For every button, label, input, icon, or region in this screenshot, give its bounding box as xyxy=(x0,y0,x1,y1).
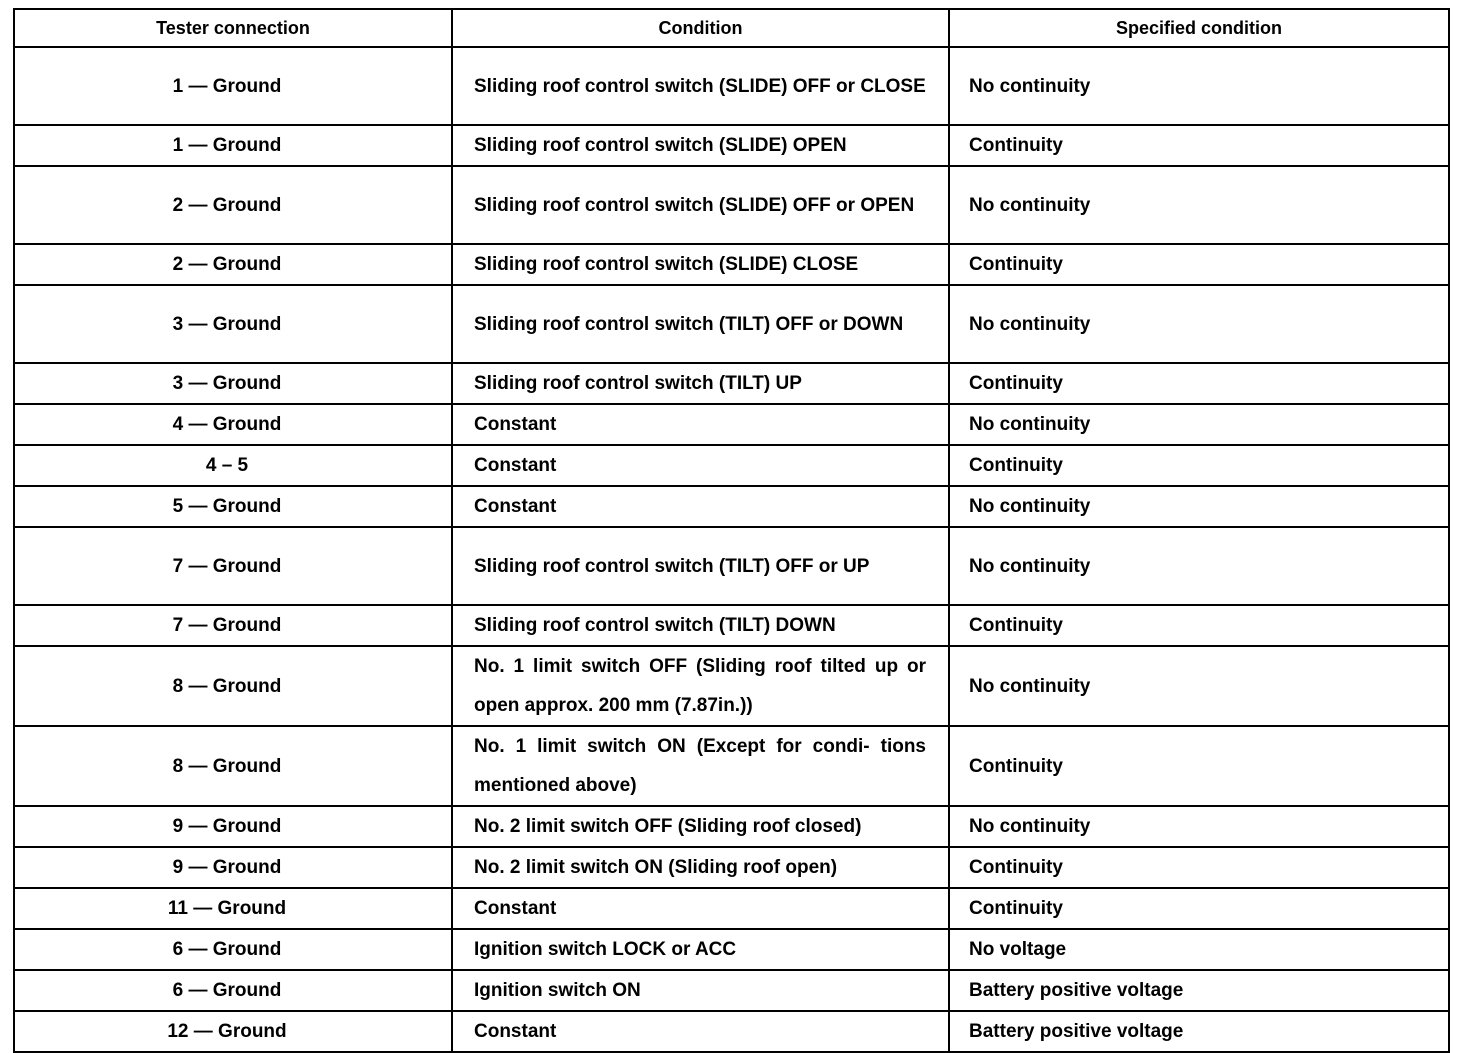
condition-cell: Sliding roof control switch (SLIDE) CLOSE xyxy=(452,244,949,285)
table-row xyxy=(14,486,1449,527)
table-row xyxy=(14,726,1449,806)
condition-cell: Constant xyxy=(452,1011,949,1052)
condition-cell: Constant xyxy=(452,445,949,486)
specified-condition-cell: No continuity xyxy=(949,285,1449,363)
condition-cell: Sliding roof control switch (TILT) OFF or DOWN xyxy=(452,285,949,363)
tester-connection-cell: 2 — Ground xyxy=(14,244,452,285)
specified-condition-cell: No continuity xyxy=(949,166,1449,244)
condition-cell: Sliding roof control switch (SLIDE) OFF or CLOSE xyxy=(452,47,949,125)
tester-connection-cell: 4 – 5 xyxy=(14,445,452,486)
table-row xyxy=(14,806,1449,847)
specified-condition-cell: Continuity xyxy=(949,847,1449,888)
specified-condition-cell: Continuity xyxy=(949,125,1449,166)
condition-cell: Ignition switch ON xyxy=(452,970,949,1011)
condition-cell: Constant xyxy=(452,404,949,445)
specified-condition-cell: No continuity xyxy=(949,527,1449,605)
header-row xyxy=(14,9,1449,47)
table-row xyxy=(14,605,1449,646)
tester-connection-cell: 2 — Ground xyxy=(14,166,452,244)
table-row xyxy=(14,404,1449,445)
tester-connection-cell: 4 — Ground xyxy=(14,404,452,445)
condition-cell: No. 1 limit switch ON (Except for condi- tions mentioned above) xyxy=(452,726,949,806)
specified-condition-cell: Continuity xyxy=(949,888,1449,929)
table-row xyxy=(14,166,1449,244)
condition-cell: Sliding roof control switch (TILT) DOWN xyxy=(452,605,949,646)
table-body xyxy=(14,47,1449,1052)
tester-connection-cell: 9 — Ground xyxy=(14,806,452,847)
table-row xyxy=(14,847,1449,888)
table-row xyxy=(14,970,1449,1011)
specified-condition-cell: Continuity xyxy=(949,363,1449,404)
tester-connection-cell: 8 — Ground xyxy=(14,646,452,726)
specified-condition-cell: No continuity xyxy=(949,47,1449,125)
table-row xyxy=(14,888,1449,929)
tester-connection-cell: 7 — Ground xyxy=(14,527,452,605)
condition-cell: No. 2 limit switch ON (Sliding roof open) xyxy=(452,847,949,888)
condition-cell: Sliding roof control switch (SLIDE) OPEN xyxy=(452,125,949,166)
tester-connection-cell: 11 — Ground xyxy=(14,888,452,929)
condition-cell: Sliding roof control switch (TILT) UP xyxy=(452,363,949,404)
table-row xyxy=(14,363,1449,404)
condition-cell: No. 2 limit switch OFF (Sliding roof closed) xyxy=(452,806,949,847)
table-row xyxy=(14,1011,1449,1052)
table-row xyxy=(14,125,1449,166)
tester-connection-cell: 1 — Ground xyxy=(14,125,452,166)
specification-table xyxy=(13,8,1450,1053)
specified-condition-cell: Continuity xyxy=(949,244,1449,285)
condition-cell: Ignition switch LOCK or ACC xyxy=(452,929,949,970)
tester-connection-cell: 1 — Ground xyxy=(14,47,452,125)
tester-connection-cell: 3 — Ground xyxy=(14,285,452,363)
condition-cell: Sliding roof control switch (SLIDE) OFF or OPEN xyxy=(452,166,949,244)
header-condition: Condition xyxy=(452,9,949,47)
header-tester-connection: Tester connection xyxy=(14,9,452,47)
table-row xyxy=(14,646,1449,726)
table-row xyxy=(14,527,1449,605)
specified-condition-cell: Continuity xyxy=(949,726,1449,806)
specified-condition-cell: No continuity xyxy=(949,806,1449,847)
condition-cell: Sliding roof control switch (TILT) OFF or UP xyxy=(452,527,949,605)
tester-connection-cell: 6 — Ground xyxy=(14,970,452,1011)
table-row xyxy=(14,244,1449,285)
condition-cell: Constant xyxy=(452,888,949,929)
table-row xyxy=(14,445,1449,486)
tester-connection-cell: 8 — Ground xyxy=(14,726,452,806)
tester-connection-cell: 6 — Ground xyxy=(14,929,452,970)
specified-condition-cell: Battery positive voltage xyxy=(949,970,1449,1011)
header-specified-condition: Specified condition xyxy=(949,9,1449,47)
tester-connection-cell: 3 — Ground xyxy=(14,363,452,404)
table-row xyxy=(14,929,1449,970)
tester-connection-cell: 12 — Ground xyxy=(14,1011,452,1052)
specified-condition-cell: Battery positive voltage xyxy=(949,1011,1449,1052)
specified-condition-cell: Continuity xyxy=(949,605,1449,646)
table-header xyxy=(14,9,1449,47)
specified-condition-cell: No continuity xyxy=(949,486,1449,527)
condition-cell: No. 1 limit switch OFF (Sliding roof tilted up or open approx. 200 mm (7.87in.)) xyxy=(452,646,949,726)
tester-connection-cell: 7 — Ground xyxy=(14,605,452,646)
specified-condition-cell: No voltage xyxy=(949,929,1449,970)
specified-condition-cell: No continuity xyxy=(949,646,1449,726)
specified-condition-cell: Continuity xyxy=(949,445,1449,486)
table-row xyxy=(14,285,1449,363)
condition-cell: Constant xyxy=(452,486,949,527)
specified-condition-cell: No continuity xyxy=(949,404,1449,445)
tester-connection-cell: 5 — Ground xyxy=(14,486,452,527)
table-row xyxy=(14,47,1449,125)
tester-connection-cell: 9 — Ground xyxy=(14,847,452,888)
